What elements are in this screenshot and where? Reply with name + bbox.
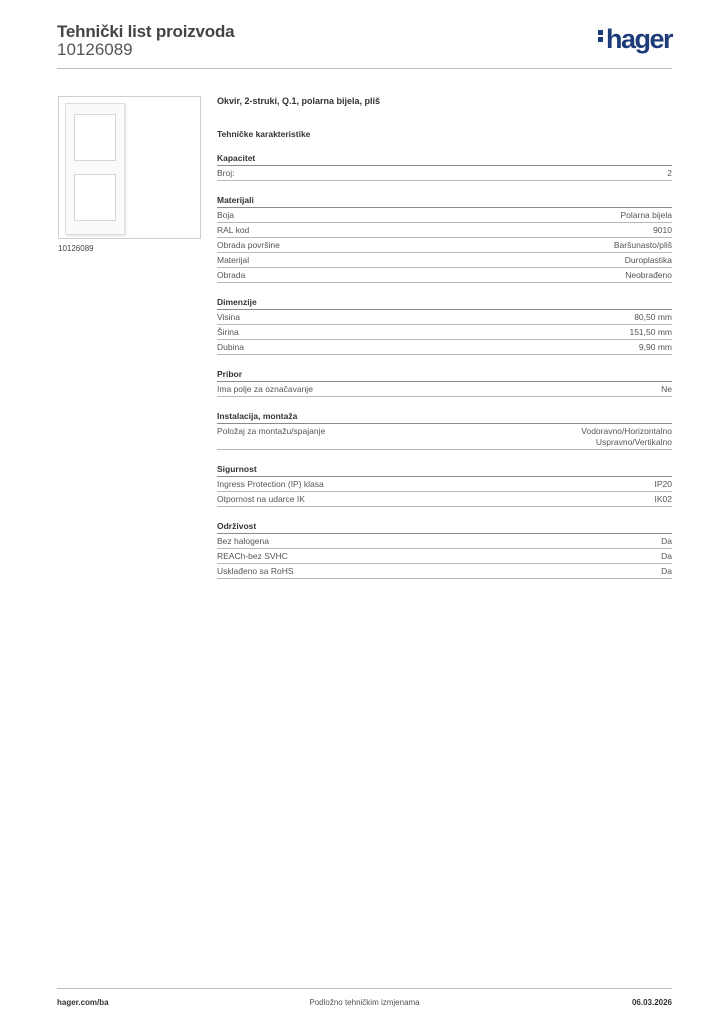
spec-content [217, 90, 672, 579]
spec-row [217, 268, 672, 283]
image-caption: 10126089 [58, 244, 94, 253]
spec-value: Da [661, 536, 672, 546]
frame-slot-top [74, 114, 116, 161]
spec-label: RAL kod [217, 225, 250, 235]
spec-group [217, 152, 672, 181]
spec-group [217, 463, 672, 507]
spec-group [217, 296, 672, 355]
spec-label: Usklađeno sa RoHS [217, 566, 294, 576]
logo-dots-icon [598, 28, 604, 44]
spec-value: 80,50 mm [634, 312, 672, 322]
spec-row [217, 382, 672, 397]
document-number: 10126089 [57, 40, 133, 59]
group-title: Dimenzije [217, 296, 672, 310]
spec-row [217, 477, 672, 492]
group-title: Pribor [217, 368, 672, 382]
spec-value: 9,90 mm [638, 342, 672, 352]
spec-value: Da [661, 566, 672, 576]
spec-label: Obrada [217, 270, 246, 280]
spec-value: Baršunasto/pliš [613, 240, 672, 250]
spec-value: IP20 [654, 479, 672, 489]
spec-row [217, 325, 672, 340]
spec-row [217, 253, 672, 268]
page-header [57, 20, 672, 69]
spec-value: Ne [661, 384, 672, 394]
spec-value: IK02 [654, 494, 672, 504]
spec-label: Ima polje za označavanje [217, 384, 313, 394]
group-title: Održivost [217, 520, 672, 534]
spec-value: Vodoravno/Horizontalno Uspravno/Vertikalno [581, 426, 672, 447]
spec-group [217, 194, 672, 283]
product-image [58, 96, 201, 239]
frame-illustration [65, 103, 125, 235]
group-title: Kapacitet [217, 152, 672, 166]
spec-groups [217, 152, 672, 579]
spec-row [217, 424, 672, 450]
group-title: Materijali [217, 194, 672, 208]
spec-value: Neobrađeno [625, 270, 672, 280]
frame-slot-bottom [74, 174, 116, 221]
spec-group [217, 520, 672, 579]
spec-value: Polarna bijela [620, 210, 672, 220]
spec-label: Materijal [217, 255, 250, 265]
spec-group [217, 368, 672, 397]
page-footer [57, 988, 672, 1009]
spec-label: Broj: [217, 168, 235, 178]
spec-row [217, 340, 672, 355]
spec-label: Ingress Protection (IP) klasa [217, 479, 324, 489]
spec-row [217, 534, 672, 549]
spec-value: 151,50 mm [629, 327, 672, 337]
spec-group [217, 410, 672, 450]
spec-value: 9010 [653, 225, 672, 235]
spec-row [217, 208, 672, 223]
group-title: Sigurnost [217, 463, 672, 477]
spec-row [217, 310, 672, 325]
spec-label: Dubina [217, 342, 244, 352]
spec-row [217, 238, 672, 253]
spec-value: 2 [667, 168, 672, 178]
spec-label: Obrada površine [217, 240, 280, 250]
footer-date: 06.03.2026 [631, 998, 672, 1007]
spec-label: Položaj za montažu/spajanje [217, 426, 326, 436]
document-title: Tehnički list proizvoda [57, 22, 235, 41]
spec-row [217, 492, 672, 507]
footer-note: Podložno tehničkim izmjenama [309, 998, 420, 1007]
spec-value: Duroplastika [624, 255, 672, 265]
spec-value: Da [661, 551, 672, 561]
spec-label: Boja [217, 210, 235, 220]
spec-label: Širina [217, 327, 239, 337]
spec-row [217, 564, 672, 579]
hager-logo: hager [598, 24, 672, 55]
footer-website: hager.com/ba [57, 998, 109, 1007]
spec-row [217, 166, 672, 181]
spec-label: Visina [217, 312, 240, 322]
group-title: Instalacija, montaža [217, 410, 672, 424]
section-title: Tehničke karakteristike [217, 129, 311, 139]
spec-row [217, 223, 672, 238]
product-title: Okvir, 2-struki, Q.1, polarna bijela, pliš [217, 96, 381, 106]
spec-label: REACh-bez SVHC [217, 551, 288, 561]
spec-label: Otpornost na udarce IK [217, 494, 305, 504]
spec-row [217, 549, 672, 564]
spec-label: Bez halogena [217, 536, 269, 546]
